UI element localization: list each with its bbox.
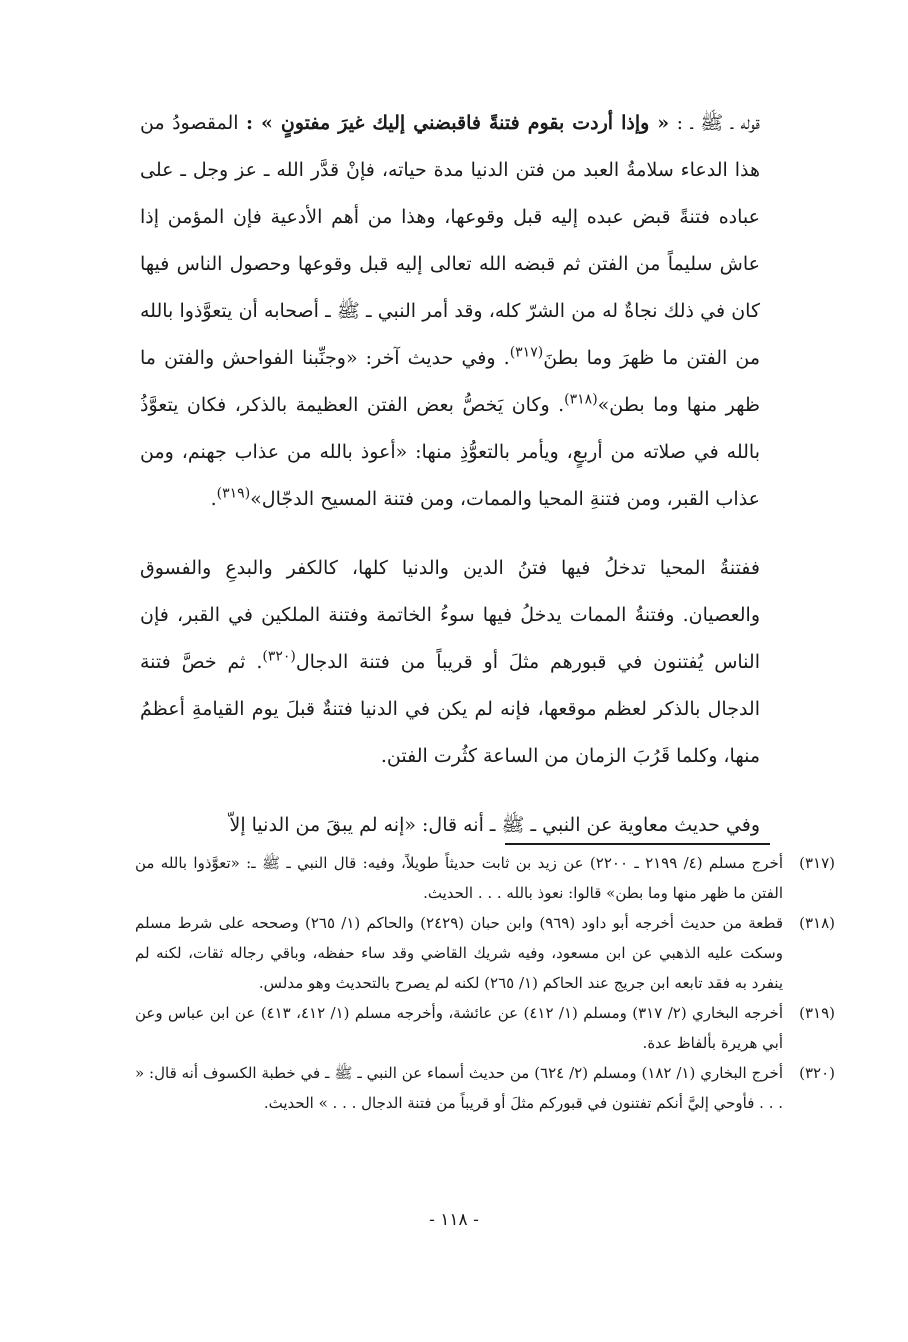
hadith-quote: « وإذا أردت بقوم فتنةً فاقبضني إليك غيرَ مفتونٍ » : [245, 112, 670, 134]
footnote-text: أخرج مسلم (٤/ ٢١٩٩ ـ ٢٢٠٠) عن زيد بن ثابت حديثاً طويلاً، وفيه: قال النبي ـ ﷺ ـ: «تعوَّذوا بالله من الفتن ما ظهر منها وما بطن» قالوا: نعوذ بالله . . . الحديث. [135, 854, 783, 902]
footnote-number: (٣١٩) [799, 1004, 835, 1022]
paragraph-text: ففتنةُ المحيا تدخلُ فيها فتنُ الدين والدنيا كلها، كالكفر والبدعِ والفسوق والعصيان. وفتنةُ الممات يدخلُ فيها سوءُ الخاتمة وفتنة الملكين في القبر، فإن الناس يُفتنون في قبورهم مثلَ أو قريباً من فتنة الدجال [140, 557, 760, 673]
page-number: - ١١٨ - [429, 1210, 479, 1230]
footnotes [135, 848, 835, 1118]
paragraph-text: . وكان يَخصُّ بعض الفتن العظيمة بالذكر، فكان يتعوَّذُ بالله في صلاته من أربعٍ، ويأمر بالتعوُّذِ منها: «أعوذ بالله من عذاب جهنم، ومن عذاب القبر، ومن فتنةِ المحيا والممات، ومن فتنة المسيح الدجّال» [140, 394, 760, 510]
footnote-separator [505, 843, 770, 845]
footnote-text: قطعة من حديث أخرجه أبو داود (٩٦٩) وابن حبان (٢٤٢٩) والحاكم (١/ ٢٦٥) وصححه على شرط مسلم وسكت عليه الذهبي عن ابن مسعود، وفيه شريك القاضي وقد ساء حفظه، وباقي رجاله ثقات، لكنه لم ينفرد به فقد تابعه ابن جريج عند الحاكم (١/ ٢٦٥) لكنه لم يصرح بالتحديث وهو مدلس. [135, 914, 784, 992]
footnote-ref-317[interactable]: (٣١٧) [509, 344, 544, 361]
paragraph-text: . [210, 488, 217, 510]
paragraph-1 [140, 100, 760, 523]
footnote-317 [135, 848, 835, 908]
main-text [140, 100, 760, 849]
paragraph-text: . وفي حديث آخر: «وجنِّبنا الفواحش والفتن ما ظهر منها وما بطن» [140, 347, 760, 416]
footnote-number: (٣١٨) [799, 914, 835, 932]
footnote-320 [135, 1058, 835, 1118]
footnote-ref-319[interactable]: (٣١٩) [216, 485, 251, 502]
footnote-text: أخرجه البخاري (٢/ ٣١٧) ومسلم (١/ ٤١٢) عن عائشة، وأخرجه مسلم (١/ ٤١٢، ٤١٣) عن ابن عباس وعن أبي هريرة بألفاظ عدة. [135, 1004, 783, 1052]
footnote-319 [135, 998, 835, 1058]
paragraph-3 [140, 802, 760, 849]
footnote-ref-318[interactable]: (٣١٨) [564, 391, 598, 408]
footnote-number: (٣١٧) [799, 854, 835, 872]
paragraph-text: . ثم خصَّ فتنة الدجال بالذكر لعظم موقعها، فإنه لم يكن في الدنيا فتنةٌ قبلَ يوم القيامةِ أعظمُ منها، وكلما قَرُبَ الزمان من الساعة كثُرت الفتن. [140, 651, 760, 767]
paragraph-text: المقصودُ من هذا الدعاء سلامةُ العبد من فتن الدنيا مدة حياته، فإنْ قدَّر الله ـ عز وجل ـ على عباده فتنةً قبض عبده إليه قبل وقوعها، وهذا من أهم الأدعية فإن المؤمن إذا عاش سليماً من الفتن ثم قبضه الله تعالى إليه قبل وقوعها وحصول الناس فيها كان في ذلك نجاةٌ له من الشرّ كله، وقد أمر النبي ـ ﷺ ـ أصحابه أن يتعوَّذوا بالله من الفتن ما ظهرَ وما بطنَ [140, 112, 760, 369]
paragraph-text: وفي حديث معاوية عن النبي ـ ﷺ ـ أنه قال: «إنه لم يبقَ من الدنيا إلاّ [229, 814, 760, 836]
paragraph-2 [140, 545, 760, 780]
footnote-number: (٣٢٠) [799, 1064, 835, 1082]
footnote-text: أخرج البخاري (١/ ١٨٢) ومسلم (٢/ ٦٢٤) من حديث أسماء عن النبي ـ ﷺ ـ في خطبة الكسوف أنه قال: « . . . فأوحي إليَّ أنكم تفتنون في قبوركم مثلَ أو قريباً من فتنة الدجال . . . » الحديث. [135, 1064, 783, 1112]
footnote-318 [135, 908, 835, 998]
footnote-ref-320[interactable]: (٣٢٠) [262, 648, 296, 665]
quote-intro: قوله ـ ﷺ ـ : [676, 112, 760, 134]
